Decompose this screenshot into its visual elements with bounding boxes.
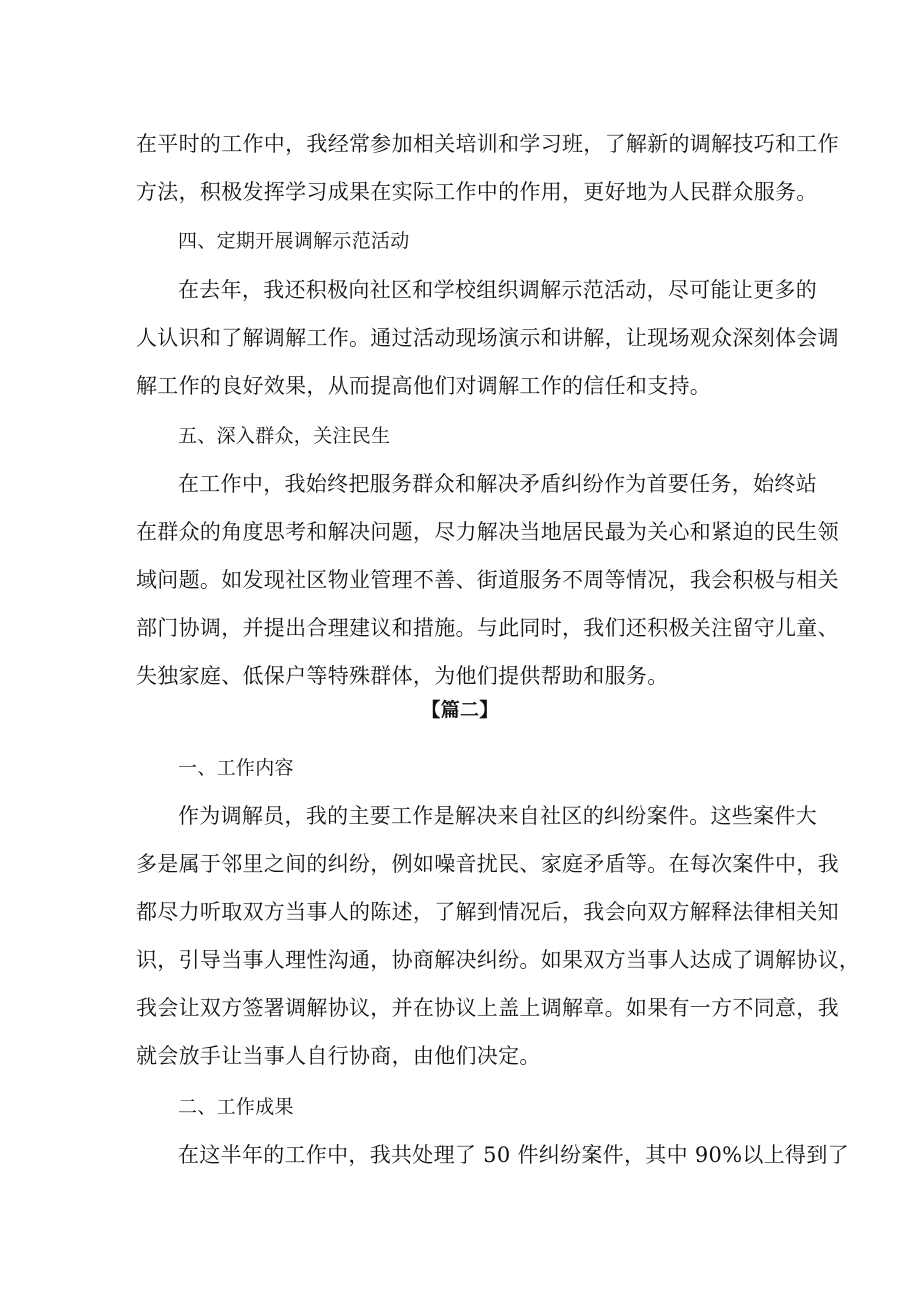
paragraph-line: 人认识和了解调解工作。通过活动现场演示和讲解，让现场观众深刻体会调 (136, 326, 839, 350)
paragraph-line: 作为调解员，我的主要工作是解决来自社区的纠纷案件。这些案件大 (178, 804, 817, 828)
paragraph-line: 都尽力听取双方当事人的陈述，了解到情况后，我会向双方解释法律相关知 (136, 900, 839, 924)
paragraph-line: 在平时的工作中，我经常参加相关培训和学习班，了解新的调解技巧和工作 (136, 132, 839, 156)
section-heading-4: 四、定期开展调解示范活动 (178, 230, 410, 252)
part-two-title: 【篇二】 (421, 699, 499, 721)
paragraph-line: 部门协调，并提出合理建议和措施。与此同时，我们还积极关注留守儿童、 (136, 616, 839, 640)
paragraph-line: 失独家庭、低保户等特殊群体，为他们提供帮助和服务。 (136, 664, 669, 688)
paragraph-line: 就会放手让当事人自行协商，由他们决定。 (136, 1044, 541, 1068)
paragraph-line: 方法，积极发挥学习成果在实际工作中的作用，更好地为人民群众服务。 (136, 180, 818, 204)
section-heading-2: 二、工作成果 (178, 1096, 294, 1118)
paragraph-line: 域问题。如发现社区物业管理不善、街道服务不周等情况，我会积极与相关 (136, 568, 839, 592)
section-heading-1: 一、工作内容 (178, 757, 294, 779)
paragraph-line: 在这半年的工作中，我共处理了 50 件纠纷案件，其中 90%以上得到了 (178, 1143, 849, 1167)
paragraph-line: 解工作的良好效果，从而提高他们对调解工作的信任和支持。 (136, 374, 712, 398)
paragraph-line: 多是属于邻里之间的纠纷，例如噪音扰民、家庭矛盾等。在每次案件中，我 (136, 852, 839, 876)
paragraph-line: 在去年，我还积极向社区和学校组织调解示范活动，尽可能让更多的 (178, 278, 817, 302)
paragraph-line: 识，引导当事人理性沟通，协商解决纠纷。如果双方当事人达成了调解协议， (136, 948, 861, 972)
paragraph-line: 在工作中，我始终把服务群众和解决矛盾纠纷作为首要任务，始终站 (178, 472, 817, 496)
paragraph-line: 在群众的角度思考和解决问题，尽力解决当地居民最为关心和紧迫的民生领 (136, 520, 839, 544)
section-heading-5: 五、深入群众，关注民生 (178, 425, 391, 447)
paragraph-line: 我会让双方签署调解协议，并在协议上盖上调解章。如果有一方不同意，我 (136, 996, 839, 1020)
